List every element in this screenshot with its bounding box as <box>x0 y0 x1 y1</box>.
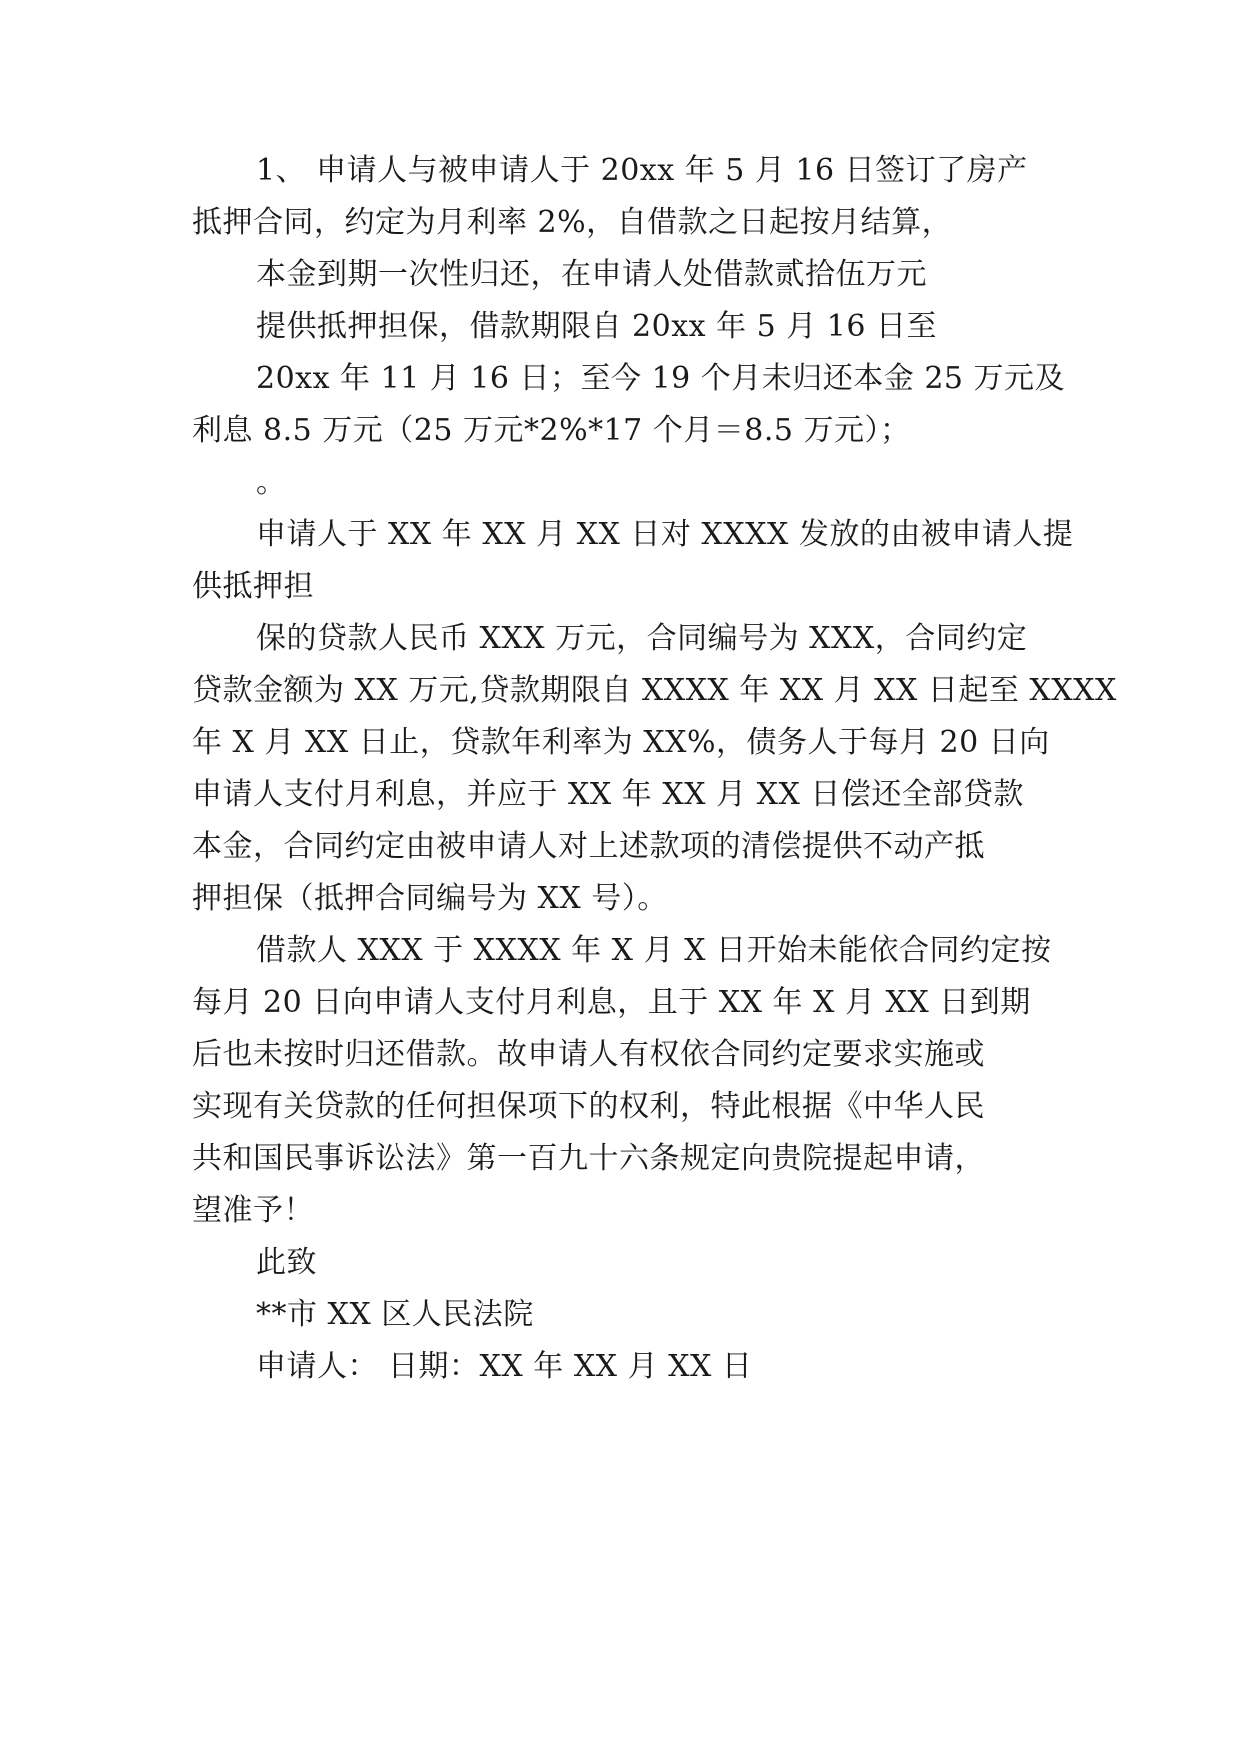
text-line: 借款人 XXX 于 XXXX 年 X 月 X 日开始未能依合同约定按 <box>256 933 1052 968</box>
text-line: 申请人支付月利息，并应于 XX 年 XX 月 XX 日偿还全部贷款 <box>192 777 1024 812</box>
text-line: 此致 <box>256 1245 317 1280</box>
text-line: 保的贷款人民币 XXX 万元，合同编号为 XXX，合同约定 <box>256 621 1028 656</box>
text-line: 申请人于 XX 年 XX 月 XX 日对 XXXX 发放的由被申请人提 <box>256 517 1074 552</box>
text-line: 抵押合同，约定为月利率 2%，自借款之日起按月结算， <box>192 205 953 240</box>
text-line: 本金到期一次性归还，在申请人处借款贰拾伍万元 <box>256 257 927 292</box>
text-line: 每月 20 日向申请人支付月利息，且于 XX 年 X 月 XX 日到期 <box>192 985 1031 1020</box>
text-line: 利息 8.5 万元（25 万元*2%*17 个月＝8.5 万元）； <box>192 413 911 448</box>
text-line: 。 <box>256 465 287 500</box>
text-line: 本金，合同约定由被申请人对上述款项的清偿提供不动产抵 <box>192 829 985 864</box>
text-line: 年 X 月 XX 日止，贷款年利率为 XX%，债务人于每月 20 日向 <box>192 725 1050 760</box>
text-line: 提供抵押担保，借款期限自 20xx 年 5 月 16 日至 <box>256 309 937 344</box>
text-line: 望准予！ <box>192 1193 314 1228</box>
text-line: 供抵押担 <box>192 569 314 604</box>
text-line: 押担保（抵押合同编号为 XX 号）。 <box>192 881 668 916</box>
text-line: 1、 申请人与被申请人于 20xx 年 5 月 16 日签订了房产 <box>256 153 1028 188</box>
text-line: 共和国民事诉讼法》第一百九十六条规定向贵院提起申请， <box>192 1141 985 1176</box>
text-line: **市 XX 区人民法院 <box>256 1297 534 1332</box>
text-line: 申请人： 日期：XX 年 XX 月 XX 日 <box>256 1349 753 1384</box>
text-line: 贷款金额为 XX 万元,贷款期限自 XXXX 年 XX 月 XX 日起至 XXXX <box>192 673 1117 708</box>
text-line: 20xx 年 11 月 16 日；至今 19 个月未归还本金 25 万元及 <box>256 361 1066 396</box>
text-line: 后也未按时归还借款。故申请人有权依合同约定要求实施或 <box>192 1037 985 1072</box>
text-line: 实现有关贷款的任何担保项下的权利，特此根据《中华人民 <box>192 1089 985 1124</box>
